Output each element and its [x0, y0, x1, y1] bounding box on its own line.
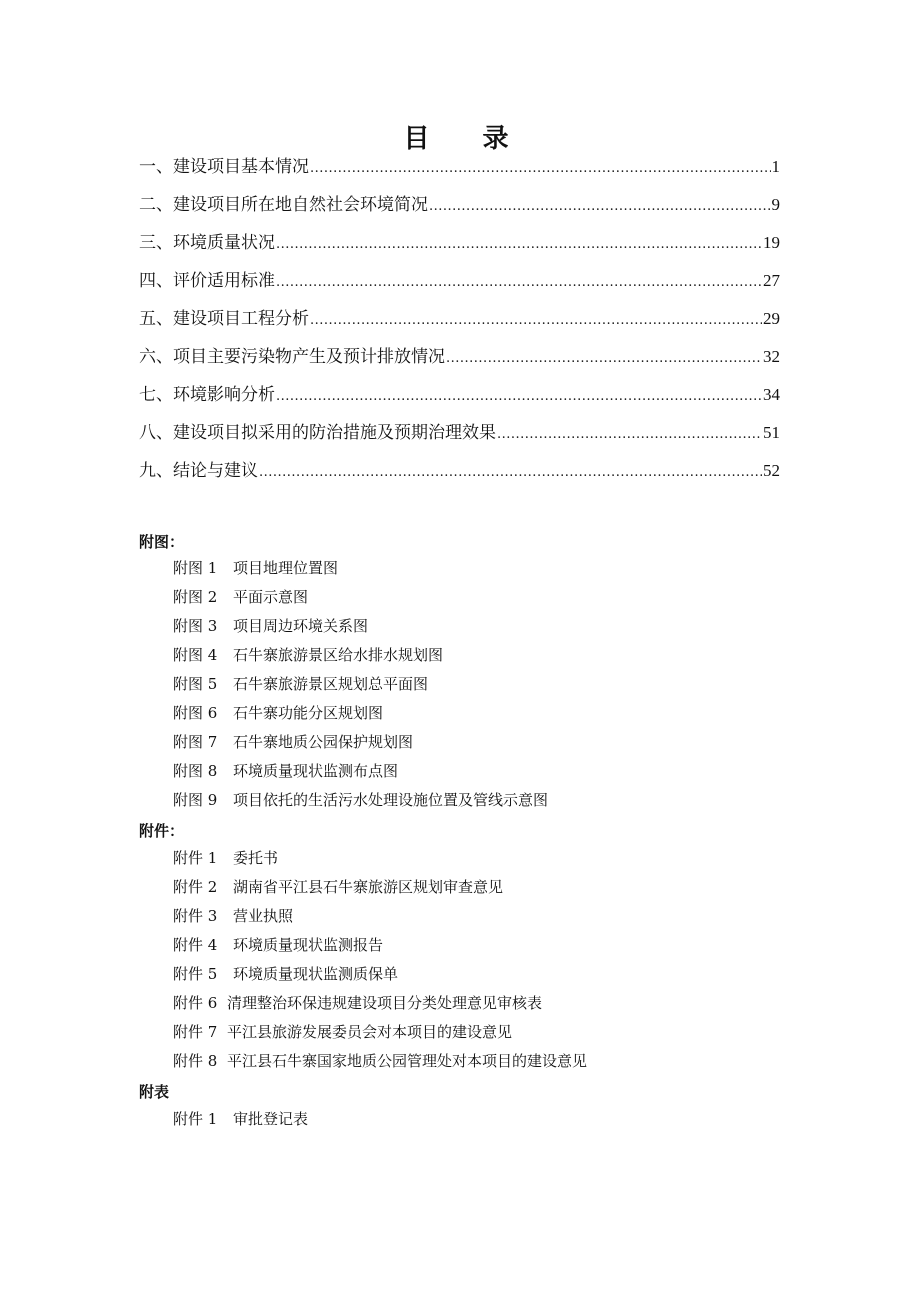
table-item [173, 1105, 308, 1134]
attachment-number: 附件 5 [173, 965, 218, 983]
figure-title: 项目依托的生活污水处理设施位置及管线示意图 [233, 791, 549, 809]
attachment-item [173, 873, 587, 902]
toc-entry[interactable] [139, 418, 780, 456]
toc-leader-dots [276, 268, 762, 298]
figures-heading: 附图： [139, 533, 185, 551]
toc-page-number: 32 [763, 347, 780, 366]
attachment-title: 清理整治环保违规建设项目分类处理意见审核表 [227, 994, 543, 1012]
toc-entry[interactable] [139, 228, 780, 266]
figure-number: 附图 4 [173, 646, 218, 664]
figure-number: 附图 9 [173, 791, 218, 809]
figure-item [173, 786, 548, 815]
toc-page-number: 51 [763, 423, 780, 442]
attachment-title: 环境质量现状监测报告 [233, 936, 384, 954]
toc-label: 一、建设项目基本情况 [139, 157, 309, 177]
attachment-number: 附件 1 [173, 849, 218, 867]
attachment-number: 附件 7 [173, 1023, 218, 1041]
attachment-item [173, 902, 587, 931]
toc-label: 八、建设项目拟采用的防治措施及预期治理效果 [139, 423, 496, 443]
toc-entry[interactable] [139, 342, 780, 380]
attachment-item [173, 844, 587, 873]
figure-title: 项目地理位置图 [233, 559, 339, 577]
attachment-item [173, 931, 587, 960]
toc-label: 二、建设项目所在地自然社会环境简况 [139, 195, 428, 215]
figure-title: 环境质量现状监测布点图 [233, 762, 399, 780]
figure-item [173, 728, 548, 757]
figure-number: 附图 2 [173, 588, 218, 606]
toc-entry[interactable] [139, 266, 780, 304]
table-number: 附件 1 [173, 1110, 218, 1128]
toc-label: 五、建设项目工程分析 [139, 309, 309, 329]
toc-label: 四、评价适用标准 [139, 271, 275, 291]
figure-number: 附图 8 [173, 762, 218, 780]
attachment-item [173, 1047, 587, 1076]
toc-label: 六、项目主要污染物产生及预计排放情况 [139, 347, 445, 367]
toc-leader-dots [429, 192, 771, 222]
toc-label: 七、环境影响分析 [139, 385, 275, 405]
attachments-list [173, 844, 587, 1076]
figure-item [173, 583, 548, 612]
toc-leader-dots [310, 154, 771, 184]
tables-heading: 附表 [139, 1083, 170, 1101]
figure-item [173, 612, 548, 641]
figures-list [173, 554, 548, 815]
toc-page-number: 34 [763, 385, 780, 404]
attachment-title: 湖南省平江县石牛寨旅游区规划审查意见 [233, 878, 504, 896]
figure-title: 石牛寨旅游景区规划总平面图 [233, 675, 429, 693]
attachment-number: 附件 6 [173, 994, 218, 1012]
toc-entry[interactable] [139, 304, 780, 342]
toc-leader-dots [259, 458, 762, 488]
attachment-number: 附件 8 [173, 1052, 218, 1070]
figure-title: 项目周边环境关系图 [233, 617, 369, 635]
toc-leader-dots [276, 230, 762, 260]
toc-page-number: 52 [763, 461, 780, 480]
attachment-number: 附件 3 [173, 907, 218, 925]
attachment-number: 附件 4 [173, 936, 218, 954]
toc-entry[interactable] [139, 190, 780, 228]
figure-number: 附图 5 [173, 675, 218, 693]
attachment-number: 附件 2 [173, 878, 218, 896]
toc-entry[interactable] [139, 380, 780, 418]
attachment-item [173, 1018, 587, 1047]
table-of-contents [139, 152, 780, 494]
toc-leader-dots [497, 420, 762, 450]
figure-item [173, 554, 548, 583]
toc-leader-dots [310, 306, 762, 336]
figure-item [173, 670, 548, 699]
toc-page-number: 9 [771, 195, 780, 214]
figure-title: 石牛寨旅游景区给水排水规划图 [233, 646, 444, 664]
attachment-title: 环境质量现状监测质保单 [233, 965, 399, 983]
toc-leader-dots [276, 382, 762, 412]
figure-title: 石牛寨功能分区规划图 [233, 704, 384, 722]
tables-list [173, 1105, 308, 1134]
attachments-heading: 附件： [139, 822, 185, 840]
figure-number: 附图 7 [173, 733, 218, 751]
toc-page-number: 1 [771, 157, 780, 176]
table-title: 审批登记表 [233, 1110, 309, 1128]
attachment-title: 委托书 [233, 849, 279, 867]
figure-number: 附图 6 [173, 704, 218, 722]
attachment-item [173, 960, 587, 989]
figure-title: 石牛寨地质公园保护规划图 [233, 733, 414, 751]
attachment-title: 平江县旅游发展委员会对本项目的建设意见 [227, 1023, 513, 1041]
figure-item [173, 641, 548, 670]
figure-number: 附图 1 [173, 559, 218, 577]
figure-title: 平面示意图 [233, 588, 309, 606]
toc-entry[interactable] [139, 152, 780, 190]
toc-page-number: 19 [763, 233, 780, 252]
toc-leader-dots [446, 344, 762, 374]
figure-item [173, 757, 548, 786]
figure-item [173, 699, 548, 728]
page-title: 目 录 [403, 124, 531, 154]
toc-page-number: 29 [763, 309, 780, 328]
toc-entry[interactable] [139, 456, 780, 494]
toc-label: 三、环境质量状况 [139, 233, 275, 253]
toc-label: 九、结论与建议 [139, 461, 258, 481]
attachment-title: 平江县石牛寨国家地质公园管理处对本项目的建设意见 [227, 1052, 588, 1070]
attachment-item [173, 989, 587, 1018]
toc-page-number: 27 [763, 271, 780, 290]
attachment-title: 营业执照 [233, 907, 294, 925]
figure-number: 附图 3 [173, 617, 218, 635]
